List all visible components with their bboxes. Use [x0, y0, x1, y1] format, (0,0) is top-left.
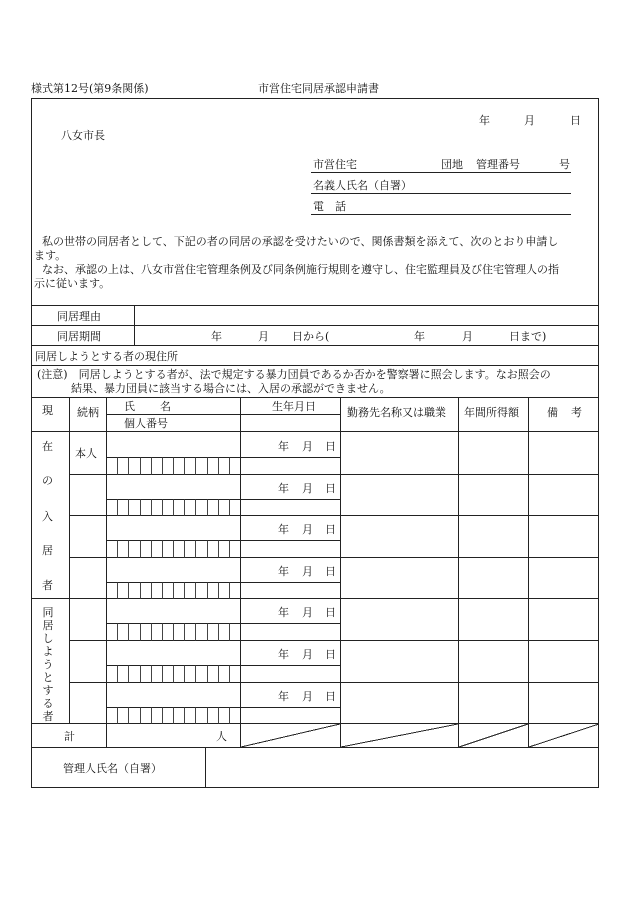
col-remarks-b: 考 — [571, 406, 582, 419]
col-income: 年間所得額 — [464, 406, 519, 419]
birth-d-label: 日 — [325, 565, 336, 578]
group-current-char: 者 — [42, 579, 53, 592]
total-slash — [529, 724, 599, 747]
birth-d-label: 日 — [325, 523, 336, 536]
birth-m-label: 月 — [302, 606, 313, 619]
body-para2-line2: 示に従います。 — [34, 277, 111, 290]
birth-d-label: 日 — [325, 482, 336, 495]
birth-m-label: 月 — [302, 648, 313, 661]
mgmt-number-label: 管理番号 — [476, 158, 520, 171]
birth-m-label: 月 — [302, 440, 313, 453]
birth-y-label: 年 — [278, 648, 289, 661]
birth-d-label: 日 — [325, 440, 336, 453]
col-remarks-a: 備 — [547, 406, 558, 419]
birth-y-label: 年 — [278, 482, 289, 495]
birth-y-label: 年 — [278, 606, 289, 619]
birth-m-label: 月 — [302, 690, 313, 703]
birth-y-label: 年 — [278, 523, 289, 536]
body-para1-line2: ます。 — [34, 249, 67, 262]
self-label: 本人 — [75, 447, 97, 460]
col-birth: 生年月日 — [272, 400, 316, 413]
total-slash — [341, 724, 458, 747]
body-para2-line1: なお、承認の上は、八女市営住宅管理条例及び同条例施行規則を遵守し、住宅監理員及び住宅管理人の指 — [42, 263, 559, 276]
phone-label: 電 話 — [313, 200, 346, 213]
group-current-char: 入 — [42, 510, 53, 523]
birth-m-label: 月 — [302, 482, 313, 495]
col-name-b: 名 — [160, 400, 171, 413]
form-number: 様式第12号(第9条関係) — [31, 82, 149, 95]
group-current-char: の — [42, 474, 53, 487]
birth-d-label: 日 — [325, 690, 336, 703]
reason-label: 同居理由 — [57, 310, 101, 323]
period-to-day[interactable]: 日まで) — [509, 330, 547, 343]
housing-label: 市営住宅 — [313, 158, 357, 171]
total-label: 計 — [64, 730, 75, 743]
group-cohabit-label: 同居しようとする者 — [42, 606, 54, 723]
form-title: 市営住宅同居承認申請書 — [258, 82, 379, 95]
col-name-a: 氏 — [124, 400, 135, 413]
date-day[interactable]: 日 — [570, 114, 581, 127]
period-to-month[interactable]: 月 — [462, 330, 473, 343]
go-label: 号 — [559, 158, 570, 171]
name-label: 名義人氏名（自署） — [313, 179, 412, 192]
birth-y-label: 年 — [278, 690, 289, 703]
period-from-month[interactable]: 月 — [258, 330, 269, 343]
birth-d-label: 日 — [325, 648, 336, 661]
total-slash — [241, 724, 340, 747]
current-address-label: 同居しようとする者の現住所 — [35, 350, 178, 363]
manager-label: 管理人氏名（自署） — [63, 762, 162, 775]
total-slash — [459, 724, 528, 747]
date-year[interactable]: 年 — [479, 114, 490, 127]
group-current-char: 居 — [42, 544, 53, 557]
group-current-char: 現 — [42, 404, 53, 417]
body-para1-line1: 私の世帯の同居者として、下記の者の同居の承認を受けたいので、関係書類を添えて、次のとおり申請し — [42, 235, 559, 248]
period-from-year[interactable]: 年 — [211, 330, 222, 343]
danchi-label: 団地 — [441, 158, 463, 171]
notice-line2: 結果、暴力団員に該当する場合には、入居の承認ができません。 — [71, 382, 391, 395]
col-mynumber: 個人番号 — [124, 417, 168, 430]
col-relation: 続柄 — [77, 406, 99, 419]
birth-d-label: 日 — [325, 606, 336, 619]
period-to-year[interactable]: 年 — [414, 330, 425, 343]
birth-m-label: 月 — [302, 565, 313, 578]
col-work: 勤務先名称又は職業 — [347, 406, 446, 419]
date-month[interactable]: 月 — [524, 114, 535, 127]
group-current-char: 在 — [42, 440, 53, 453]
addressee: 八女市長 — [61, 129, 105, 142]
birth-y-label: 年 — [278, 565, 289, 578]
period-from-day[interactable]: 日から( — [292, 330, 330, 343]
total-unit: 人 — [216, 730, 227, 743]
notice-line1: (注意) 同居しようとする者が、法で規定する暴力団員であるか否かを警察署に照会します。なお照会の — [37, 368, 551, 381]
birth-m-label: 月 — [302, 523, 313, 536]
birth-y-label: 年 — [278, 440, 289, 453]
period-label: 同居期間 — [57, 330, 101, 343]
